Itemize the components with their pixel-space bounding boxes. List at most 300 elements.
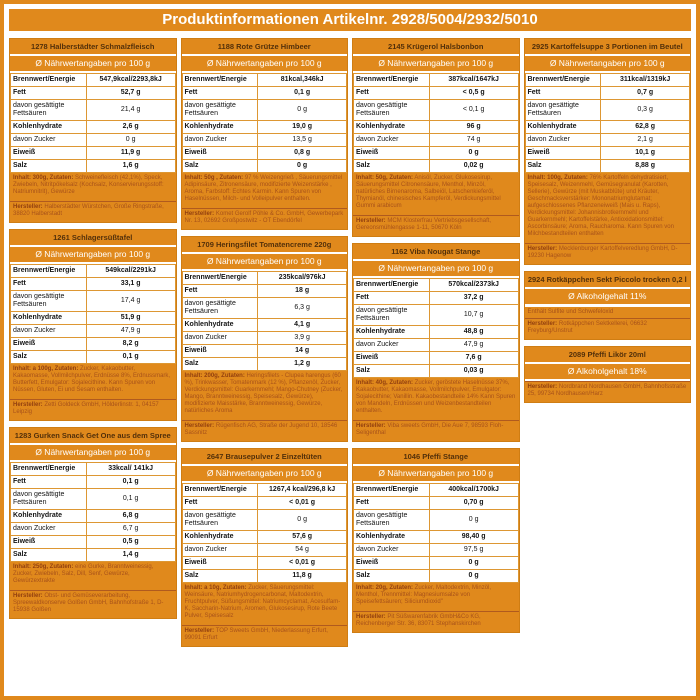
nutrient-value: 14 g: [258, 345, 347, 358]
manufacturer-value: TOP Sweets GmbH, Niederlassung Erfurt, 99091 Erfurt: [184, 628, 328, 641]
nutrition-row: [354, 570, 519, 583]
nutrition-row: [182, 87, 347, 100]
nutrient-label: davon gesättigte Fettsäuren: [354, 510, 430, 531]
ingredients-label: Inhalt: 50g, Zutaten:: [356, 175, 413, 181]
manufacturer-label: Hersteller:: [184, 423, 215, 429]
nutrient-value: 0,02 g: [429, 160, 518, 173]
nutrient-label: Fett: [182, 285, 258, 298]
nutrition-table: [525, 73, 691, 173]
ingredients-text: [10, 562, 176, 590]
ingredients-text: [182, 173, 348, 208]
nutrient-label: Brennwert/Energie: [182, 272, 258, 285]
column-1: [9, 38, 177, 619]
nutrition-row: [354, 484, 519, 497]
nutrient-value: < 0,5 g: [429, 87, 518, 100]
nutrient-value: 387kcal/1647kJ: [429, 74, 518, 87]
nutrition-row: [182, 510, 347, 531]
nutrient-label: Fett: [354, 292, 430, 305]
nutrient-value: 2,6 g: [86, 121, 175, 134]
nutrient-label: davon Zucker: [11, 325, 87, 338]
manufacturer-label: Hersteller:: [527, 384, 558, 390]
nutrition-table: [353, 483, 519, 583]
nutrient-label: davon gesättigte Fettsäuren: [182, 510, 258, 531]
product-card: [9, 38, 177, 223]
nutrient-value: 10,7 g: [429, 305, 518, 326]
nutrient-label: davon gesättigte Fettsäuren: [354, 305, 430, 326]
manufacturer-text: [10, 201, 176, 222]
nutrient-label: Kohlenhydrate: [525, 121, 601, 134]
nutrient-value: 62,8 g: [601, 121, 690, 134]
nutrient-value: 6,7 g: [86, 523, 175, 536]
manufacturer-text: [525, 318, 691, 339]
nutrition-header: Ø Nährwertangaben pro 100 g: [10, 247, 176, 264]
manufacturer-value: Mecklenburger Kartoffelveredlung GmbH, D-19230 Hagenow: [527, 246, 678, 259]
ingredients-text: [182, 371, 348, 420]
product-title: 1283 Gurken Snack Get One aus dem Spree: [10, 428, 176, 445]
ingredients-value: 76% Kartoffeln dehydratisiert, Speisesalz, Weizenmehl, Gemüsegranulat (Karotten, Sellerie), Gewürze (mit Muskatblüte) und Kräuter, Geschmacksverstärker: Mononatriumglutamat; aufgeschlossenes Pflanzeneiweiß (Mais u. Raps), Verdickungsmittel: Johannisbrotkernmehl und Guarkernmehl; Kartoffelstärke, Antioxidationsmittel: Ascorbinsäure; Aroma, Raucharoma. Kann Spuren von Milchbestandteilen enthalten: [527, 175, 674, 237]
manufacturer-text: [353, 611, 519, 632]
nutrition-row: [354, 531, 519, 544]
nutrition-row: [11, 147, 176, 160]
ingredients-value: 97 % Weizengrieß , Säuerungsmittel Adipinsäure, Zitronensäure, modifizierte Weizenstärke , Aroma, Farbstoff: Echtes Karmin. Kann Spuren von Haselnüssen, Milch- und Volleipulver enthalten.: [184, 175, 343, 202]
nutrient-label: davon Zucker: [182, 544, 258, 557]
ingredients-text: [353, 173, 519, 215]
nutrient-value: 2,1 g: [601, 134, 690, 147]
product-card: [352, 38, 520, 237]
manufacturer-value: Rügenfisch AG, Straße der Jugend 10, 18546 Sassnitz: [184, 423, 338, 436]
nutrient-value: 81kcal,346kJ: [258, 74, 347, 87]
nutrient-label: Salz: [11, 351, 87, 364]
manufacturer-label: Hersteller:: [527, 321, 558, 327]
nutrient-value: 33kcal/ 141kJ: [86, 463, 175, 476]
nutrition-row: [354, 510, 519, 531]
nutrition-row: [182, 332, 347, 345]
nutrient-label: Salz: [354, 365, 430, 378]
nutrition-row: [354, 279, 519, 292]
nutrient-label: Eiweiß: [525, 147, 601, 160]
nutrition-row: [182, 484, 347, 497]
nutrient-label: Eiweiß: [11, 536, 87, 549]
nutrient-label: Kohlenhydrate: [182, 121, 258, 134]
nutrient-label: Salz: [182, 570, 258, 583]
nutrition-row: [11, 476, 176, 489]
nutrition-row: [11, 278, 176, 291]
product-card: [9, 427, 177, 619]
nutrient-label: davon Zucker: [11, 134, 87, 147]
nutrient-value: 51,9 g: [86, 312, 175, 325]
nutrition-table: [10, 462, 176, 562]
manufacturer-text: [353, 215, 519, 236]
nutrient-value: 96 g: [429, 121, 518, 134]
nutrient-label: davon gesättigte Fettsäuren: [354, 100, 430, 121]
nutrition-row: [354, 292, 519, 305]
nutrient-value: 0,5 g: [86, 536, 175, 549]
page-title: Produktinformationen Artikelnr. 2928/5004/2932/5010: [9, 9, 691, 31]
nutrition-row: [354, 339, 519, 352]
nutrition-row: [182, 544, 347, 557]
product-title: 1046 Pfeffi Stange: [353, 449, 519, 466]
nutrient-label: Brennwert/Energie: [354, 74, 430, 87]
ingredients-label: Inhalt: 200g, Zutaten:: [184, 373, 245, 379]
nutrient-value: 0,1 g: [86, 351, 175, 364]
ingredients-text: [353, 583, 519, 611]
ingredients-label: Inhalt: 250g, Zutaten:: [13, 564, 74, 570]
nutrient-value: 570kcal/2373kJ: [429, 279, 518, 292]
manufacturer-label: Hersteller:: [527, 246, 558, 252]
ingredients-value: Anisöl, Zucker, Glukosesirup, Säuerungsmittel Citronensäure, Menthol, Minzöl, natürliches Birnenaroma, Salbeiöl, Latschenkieferöl, Thymianöl, chinesisches Kampferöl, Verdickungsmittel Gummi arabicum: [356, 175, 501, 209]
nutrient-label: davon Zucker: [354, 339, 430, 352]
product-card: [524, 346, 692, 403]
nutrition-table: [10, 264, 176, 364]
nutrient-value: 549kcal/2291kJ: [86, 265, 175, 278]
manufacturer-value: Zetti Goldeck GmbH, Hölderlinstr. 1, 04157 Leipzig: [13, 402, 159, 415]
nutrient-label: davon gesättigte Fettsäuren: [11, 291, 87, 312]
nutrient-value: 3,9 g: [258, 332, 347, 345]
ingredients-label: Inhalt: 20g, Zutaten:: [356, 585, 413, 591]
nutrition-row: [182, 147, 347, 160]
nutrient-value: 11,9 g: [86, 147, 175, 160]
nutrient-label: Eiweiß: [11, 338, 87, 351]
manufacturer-value: Rotkäppchen Sektkellerei, 06632 Freyburg/Unstrut: [527, 321, 647, 334]
nutrient-value: 6,3 g: [258, 298, 347, 319]
manufacturer-value: Obst- und Gemüseverarbeitung, Spreewaldkonserve Golßen GmbH, Bahnhofstraße 1, D-15938 Golßen: [13, 593, 164, 613]
nutrient-label: Kohlenhydrate: [182, 319, 258, 332]
nutrient-value: 37,2 g: [429, 292, 518, 305]
nutrient-value: 19,0 g: [258, 121, 347, 134]
nutrition-header: Ø Nährwertangaben pro 100 g: [353, 56, 519, 73]
nutrition-row: [525, 147, 690, 160]
nutrient-label: Eiweiß: [182, 557, 258, 570]
nutrition-row: [354, 121, 519, 134]
product-title: 2145 Krügerol Halsbonbon: [353, 39, 519, 56]
nutrient-label: Brennwert/Energie: [354, 279, 430, 292]
nutrition-row: [354, 352, 519, 365]
nutrient-label: Fett: [11, 476, 87, 489]
nutrition-row: [182, 272, 347, 285]
ingredients-value: Zucker, Maltodextrin, Minzöl, Menthol, Trennmittel: Magnesiumsalze von Speisefettsäuren; Siliciumdioxid": [356, 585, 492, 605]
manufacturer-label: Hersteller:: [13, 593, 43, 599]
nutrition-row: [354, 100, 519, 121]
nutrient-value: 11,8 g: [258, 570, 347, 583]
nutrition-row: [11, 134, 176, 147]
nutrition-row: [182, 298, 347, 319]
nutrition-row: [11, 121, 176, 134]
nutrient-label: davon Zucker: [182, 332, 258, 345]
product-title: 1278 Halberstädter Schmalzfleisch: [10, 39, 176, 56]
nutrient-value: 57,6 g: [258, 531, 347, 544]
nutrient-label: Fett: [182, 497, 258, 510]
manufacturer-value: Nordbrand Nordhausen GmbH, Bahnhofsstraße 25, 99734 Nordhausen/Harz: [527, 384, 687, 397]
product-grid: [9, 38, 691, 647]
nutrient-label: davon Zucker: [525, 134, 601, 147]
nutrient-value: 0,70 g: [429, 497, 518, 510]
nutrition-row: [354, 326, 519, 339]
nutrition-row: [182, 497, 347, 510]
nutrition-row: [11, 351, 176, 364]
nutrient-label: Brennwert/Energie: [11, 265, 87, 278]
nutrient-value: 47,9 g: [429, 339, 518, 352]
manufacturer-text: [182, 208, 348, 229]
nutrient-value: 0 g: [429, 557, 518, 570]
nutrient-value: 17,4 g: [86, 291, 175, 312]
nutrition-row: [11, 100, 176, 121]
product-title: 2647 Brausepulver 2 Einzeltüten: [182, 449, 348, 466]
nutrient-label: Eiweiß: [354, 557, 430, 570]
nutrient-value: 8,2 g: [86, 338, 175, 351]
nutrient-label: Eiweiß: [182, 147, 258, 160]
nutrition-row: [182, 345, 347, 358]
nutrient-value: 0,7 g: [601, 87, 690, 100]
nutrition-row: [525, 87, 690, 100]
nutrition-row: [354, 74, 519, 87]
product-card: [181, 38, 349, 230]
manufacturer-text: [10, 590, 176, 618]
nutrient-label: Salz: [182, 160, 258, 173]
nutrient-value: 98,40 g: [429, 531, 518, 544]
nutrition-row: [11, 510, 176, 523]
nutrient-label: Fett: [525, 87, 601, 100]
nutrient-value: 0,3 g: [601, 100, 690, 121]
ingredients-label: Inhalt: a 100g, Zutaten:: [13, 366, 79, 372]
nutrient-value: 0 g: [258, 160, 347, 173]
manufacturer-text: [525, 243, 691, 264]
manufacturer-value: Halberstädter Würstchen, Große Ringstraße, 38820 Halberstadt: [13, 204, 164, 217]
nutrient-value: < 0,1 g: [429, 100, 518, 121]
nutrient-label: Eiweiß: [11, 147, 87, 160]
nutrient-label: Kohlenhydrate: [354, 326, 430, 339]
nutrition-header: Ø Nährwertangaben pro 100 g: [182, 254, 348, 271]
nutrient-value: 0,03 g: [429, 365, 518, 378]
nutrient-label: Kohlenhydrate: [11, 312, 87, 325]
nutrient-value: 0,1 g: [86, 489, 175, 510]
nutrient-label: davon gesättigte Fettsäuren: [182, 298, 258, 319]
nutrient-value: 97,5 g: [429, 544, 518, 557]
nutrition-row: [525, 74, 690, 87]
nutrient-value: 0,8 g: [258, 147, 347, 160]
manufacturer-text: [182, 625, 348, 646]
nutrient-label: davon gesättigte Fettsäuren: [11, 489, 87, 510]
nutrient-value: 0 g: [429, 510, 518, 531]
nutrition-table: [10, 73, 176, 173]
nutrient-value: 0 g: [258, 510, 347, 531]
nutrient-value: 10,1 g: [601, 147, 690, 160]
nutrition-row: [11, 463, 176, 476]
ingredients-text: [10, 364, 176, 399]
nutrient-label: Brennwert/Energie: [354, 484, 430, 497]
nutrient-value: 33,1 g: [86, 278, 175, 291]
manufacturer-label: Hersteller:: [13, 204, 43, 210]
manufacturer-text: [182, 420, 348, 441]
product-card: [524, 38, 692, 265]
product-card: [352, 448, 520, 633]
manufacturer-label: Hersteller:: [184, 211, 215, 217]
nutrition-row: [11, 87, 176, 100]
manufacturer-value: Komet Gerolf Pöhle & Co. GmbH, Gewerbepark Nr. 13, 02692 Großpostwitz - OT Ebendörfel: [184, 211, 344, 224]
manufacturer-label: Hersteller:: [356, 218, 386, 224]
ingredients-value: Zucker, geröstete Haselnüsse 37%, Kakaobutter, Kakaomasse, Vollmilchpulver, Emulgator: Sojalecithine; Vanillin. Kakaobestandteile 14% Kann Spuren von Mandeln, Erdnüssen und Weizenbestandteilen enthalten.: [356, 380, 516, 414]
nutrient-value: 6,8 g: [86, 510, 175, 523]
nutrition-row: [11, 265, 176, 278]
nutrient-label: Fett: [11, 87, 87, 100]
nutrient-value: 1,4 g: [86, 549, 175, 562]
nutrient-value: 1267,4 kcal/296,8 kJ: [258, 484, 347, 497]
product-card: [9, 229, 177, 421]
nutrition-row: [182, 531, 347, 544]
nutrient-value: 8,88 g: [601, 160, 690, 173]
nutrient-label: Fett: [354, 497, 430, 510]
nutrition-table: [353, 73, 519, 173]
nutrient-value: 0 g: [258, 100, 347, 121]
nutrient-label: Brennwert/Energie: [11, 463, 87, 476]
product-title: 1709 Heringsfilet Tomatencreme 220g: [182, 237, 348, 254]
nutrition-table: [182, 483, 348, 583]
ingredients-label: Inhalt: 300g, Zutaten:: [13, 175, 74, 181]
nutrition-row: [525, 160, 690, 173]
column-2: [181, 38, 349, 647]
nutrient-value: 235kcal/976kJ: [258, 272, 347, 285]
nutrition-row: [11, 523, 176, 536]
nutrient-label: davon gesättigte Fettsäuren: [525, 100, 601, 121]
ingredients-value: Zucker, Säuerungsmittel: Weinsäure, Natriumhydrogencarbonat, Maltodextrin, Fruchtpulver, Süßungsmittel: Natriumcyclamat, Acesulfam-K, Saccharin-Natrium, Aromen, Glukosesirup, Rote Beete Pulver, Speisesalz: [184, 585, 341, 619]
nutrient-label: davon Zucker: [11, 523, 87, 536]
nutrient-label: davon gesättigte Fettsäuren: [11, 100, 87, 121]
nutrition-table: [182, 271, 348, 371]
nutrient-label: davon Zucker: [354, 134, 430, 147]
ingredients-value: Zucker, Kakaobutter, Kakaomasse, Vollmilchpulver, Erdnüsse 8%, Erdnussmark, Butterfett, Emulgator: Sojalecithine. Kann Spuren von Nüssen, Gluten, Ei und Sesam enthalten.: [13, 366, 171, 393]
nutrition-row: [182, 319, 347, 332]
nutrient-label: Brennwert/Energie: [11, 74, 87, 87]
nutrient-value: 18 g: [258, 285, 347, 298]
alcohol-header: Ø Alkoholgehalt 18%: [525, 364, 691, 381]
product-title: 2924 Rotkäppchen Sekt Piccolo trocken 0,2 l: [525, 272, 691, 289]
nutrient-value: 0,1 g: [86, 476, 175, 489]
nutrition-row: [182, 121, 347, 134]
nutrient-label: Kohlenhydrate: [11, 121, 87, 134]
ingredients-label: Inhalt: 100g, Zutaten:: [527, 175, 588, 181]
product-card: [181, 448, 349, 647]
nutrition-row: [11, 338, 176, 351]
nutrient-value: < 0,01 g: [258, 497, 347, 510]
nutrition-row: [182, 160, 347, 173]
nutrition-row: [354, 305, 519, 326]
nutrition-row: [182, 100, 347, 121]
nutrient-value: 0 g: [86, 134, 175, 147]
nutrient-value: 13,5 g: [258, 134, 347, 147]
nutrient-value: 0,1 g: [258, 87, 347, 100]
nutrition-row: [354, 134, 519, 147]
nutrition-header: Ø Nährwertangaben pro 100 g: [10, 445, 176, 462]
ingredients-text: [353, 378, 519, 420]
nutrient-value: 0 g: [429, 570, 518, 583]
nutrient-value: 1,2 g: [258, 358, 347, 371]
nutrition-row: [11, 312, 176, 325]
nutrient-value: 47,9 g: [86, 325, 175, 338]
manufacturer-text: [353, 420, 519, 441]
nutrition-header: Ø Nährwertangaben pro 100 g: [10, 56, 176, 73]
nutrition-row: [525, 134, 690, 147]
manufacturer-label: Hersteller:: [13, 402, 43, 408]
nutrient-label: Kohlenhydrate: [354, 531, 430, 544]
product-title: 2925 Kartoffelsuppe 3 Portionen im Beutel: [525, 39, 691, 56]
nutrient-value: 21,4 g: [86, 100, 175, 121]
nutrition-header: Ø Nährwertangaben pro 100 g: [182, 466, 348, 483]
product-title: 1162 Viba Nougat Stange: [353, 244, 519, 261]
nutrition-row: [11, 160, 176, 173]
ingredients-text: [182, 583, 348, 625]
nutrient-label: Salz: [525, 160, 601, 173]
nutrient-label: Kohlenhydrate: [182, 531, 258, 544]
nutrition-table: [182, 73, 348, 173]
nutrition-row: [354, 365, 519, 378]
nutrition-row: [182, 570, 347, 583]
nutrition-row: [182, 285, 347, 298]
product-card: [352, 243, 520, 442]
nutrient-label: Brennwert/Energie: [525, 74, 601, 87]
column-3: [352, 38, 520, 633]
nutrition-row: [354, 497, 519, 510]
nutrition-row: [525, 100, 690, 121]
nutrient-label: Salz: [354, 160, 430, 173]
nutrition-row: [182, 557, 347, 570]
alcohol-header: Ø Alkoholgehalt 11%: [525, 289, 691, 306]
nutrient-label: Salz: [11, 549, 87, 562]
nutrient-label: Fett: [182, 87, 258, 100]
product-card: [524, 271, 692, 340]
nutrient-label: Salz: [354, 570, 430, 583]
nutrient-label: Salz: [182, 358, 258, 371]
nutrition-row: [354, 557, 519, 570]
nutrient-label: Kohlenhydrate: [354, 121, 430, 134]
nutrient-value: 0 g: [429, 147, 518, 160]
ingredients-label: Inhalt: a 10g, Zutaten:: [184, 585, 247, 591]
nutrition-row: [11, 536, 176, 549]
nutrient-value: 400kcal/1700kJ: [429, 484, 518, 497]
ingredients-label: Inhalt: 40g, Zutaten:: [356, 380, 413, 386]
nutrient-value: 311kcal/1319kJ: [601, 74, 690, 87]
nutrition-row: [182, 74, 347, 87]
nutrition-header: Ø Nährwertangaben pro 100 g: [353, 261, 519, 278]
nutrient-value: 7,6 g: [429, 352, 518, 365]
nutrient-label: Salz: [11, 160, 87, 173]
ingredients-value: Schweinefleisch (42,1%), Speck, Zwiebeln, Nitritpökelsalz (Kochsalz, Konservierungsstoff: Natriumnitrit), Gewürze: [13, 175, 164, 195]
manufacturer-label: Hersteller:: [356, 614, 386, 620]
ingredients-text: [525, 173, 691, 243]
manufacturer-text: [10, 399, 176, 420]
nutrition-row: [354, 147, 519, 160]
product-title: 1261 Schlagersüßtafel: [10, 230, 176, 247]
nutrient-label: Fett: [354, 87, 430, 100]
nutrient-label: Brennwert/Energie: [182, 484, 258, 497]
ingredients-text: [10, 173, 176, 201]
nutrient-label: Kohlenhydrate: [11, 510, 87, 523]
nutrition-header: Ø Nährwertangaben pro 100 g: [525, 56, 691, 73]
nutrient-value: 52,7 g: [86, 87, 175, 100]
nutrition-row: [354, 87, 519, 100]
manufacturer-text: [525, 381, 691, 402]
nutrition-row: [525, 121, 690, 134]
nutrition-row: [11, 489, 176, 510]
nutrient-value: 4,1 g: [258, 319, 347, 332]
nutrient-value: 74 g: [429, 134, 518, 147]
allergen-note: Enthält Sulfite und Schwefeloxid: [525, 306, 691, 318]
nutrient-value: 54 g: [258, 544, 347, 557]
product-title: 1188 Rote Grütze Himbeer: [182, 39, 348, 56]
nutrition-row: [11, 74, 176, 87]
nutrient-label: davon Zucker: [354, 544, 430, 557]
ingredients-label: Inhalt: 50g , Zutaten:: [184, 175, 244, 181]
product-title: 2089 Pfeffi Likör 20ml: [525, 347, 691, 364]
nutrition-table: [353, 278, 519, 378]
